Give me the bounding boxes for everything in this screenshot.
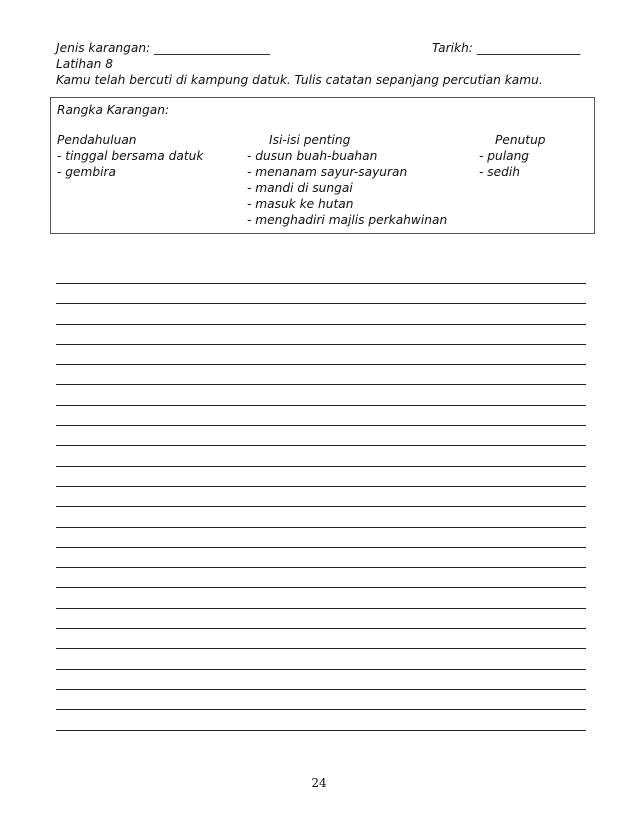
essay-outline-box [50, 97, 595, 234]
outline-item: - menghadiri majlis perkahwinan [247, 213, 448, 227]
exercise-title: Latihan 8 [56, 57, 113, 71]
writing-line[interactable] [56, 547, 586, 567]
column-heading: Pendahuluan [57, 133, 137, 147]
outline-item: - sedih [479, 165, 520, 179]
writing-line[interactable] [56, 405, 586, 425]
writing-line[interactable] [56, 689, 586, 709]
writing-line[interactable] [56, 527, 586, 547]
outline-item: - dusun buah-buahan [247, 149, 378, 163]
page-number: 24 [311, 776, 327, 790]
outline-item: - tinggal bersama datuk [57, 149, 204, 163]
writing-line[interactable] [56, 466, 586, 486]
outline-column-introduction [57, 132, 203, 180]
writing-line[interactable] [56, 506, 586, 526]
writing-line[interactable] [56, 364, 586, 384]
writing-line[interactable] [56, 628, 586, 648]
writing-line[interactable] [56, 669, 586, 689]
outline-column-closing [479, 132, 546, 180]
writing-lines [56, 283, 586, 750]
exercise-instruction: Kamu telah bercuti di kampung datuk. Tulis catatan sepanjang percutian kamu. [56, 73, 543, 87]
outline-item: - mandi di sungai [247, 181, 353, 195]
outline-item: - menanam sayur-sayuran [247, 165, 408, 179]
writing-line[interactable] [56, 730, 586, 750]
outline-item: - gembira [57, 165, 116, 179]
outline-column-main-points [247, 132, 447, 228]
writing-line[interactable] [56, 709, 586, 729]
writing-line[interactable] [56, 324, 586, 344]
writing-line[interactable] [56, 283, 586, 303]
writing-line[interactable] [56, 303, 586, 323]
outline-title: Rangka Karangan: [57, 103, 170, 117]
writing-line[interactable] [56, 587, 586, 607]
date-field: Tarikh: _________________ [432, 41, 581, 55]
column-heading: Penutup [495, 133, 546, 147]
writing-line[interactable] [56, 486, 586, 506]
column-heading: Isi-isi penting [269, 133, 351, 147]
writing-line[interactable] [56, 608, 586, 628]
writing-line[interactable] [56, 567, 586, 587]
outline-item: - masuk ke hutan [247, 197, 354, 211]
outline-item: - pulang [479, 149, 530, 163]
writing-line[interactable] [56, 344, 586, 364]
writing-line[interactable] [56, 445, 586, 465]
writing-line[interactable] [56, 425, 586, 445]
essay-type-field: Jenis karangan: ___________________ [56, 41, 270, 55]
writing-line[interactable] [56, 384, 586, 404]
writing-line[interactable] [56, 648, 586, 668]
